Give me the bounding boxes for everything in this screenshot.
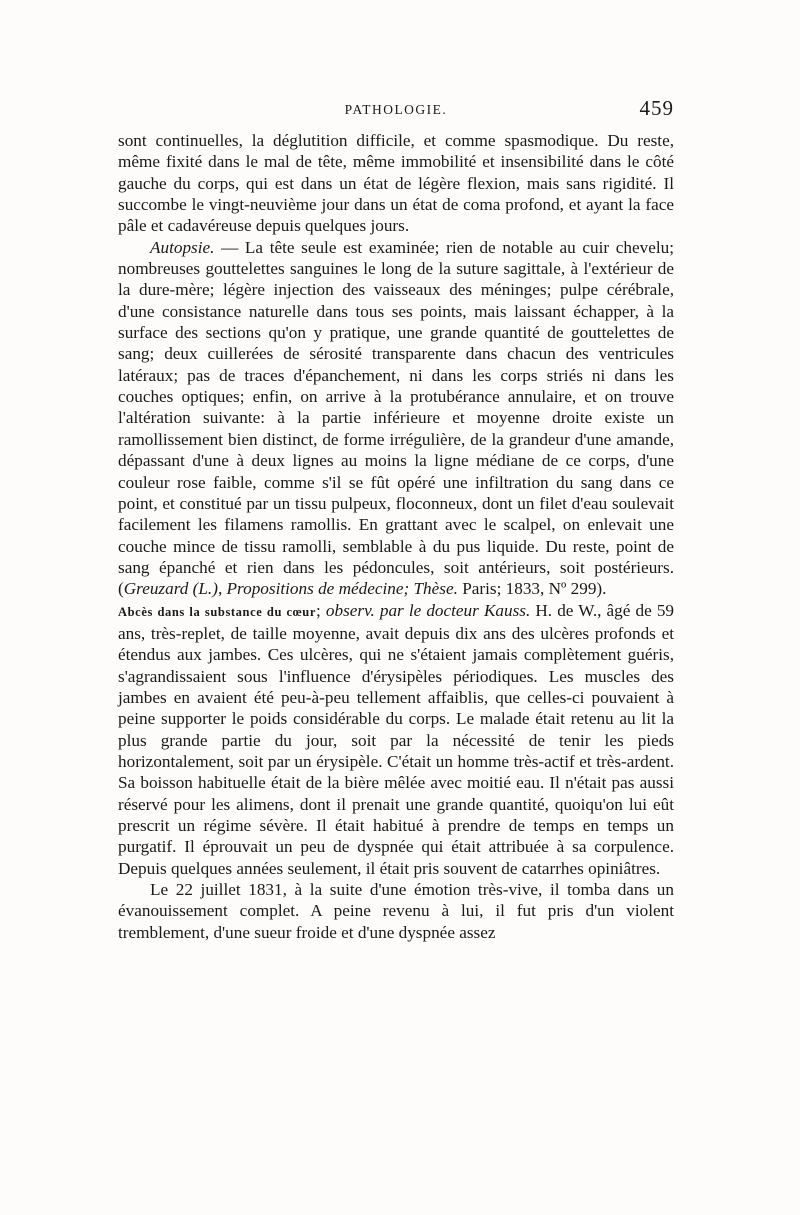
observation-credit: observ. par le docteur Kauss. (325, 600, 531, 620)
citation-separator: , (217, 579, 227, 599)
autopsie-text: — La tête seule est examinée; rien de notable au cuir chevelu; nombreuses gouttelettes sanguines le long de la suture sagittale, à l'extérieur de la dure-mère; légère injection des vaisseaux des méninges; pulpe cérébrale, d'une consistance naturelle dans tous ses points, mais laissant échapper, à la surface des sections qu'on y pratique, une grande quantité de gouttelettes de sang; deux cuillerées de sérosité transparente dans chacun des ventricules latéraux; pas de traces d'épanchement, ni dans les corps striés ni dans les couches optiques; enfin, on arrive à la protubérance annulaire, et on trouve l'altération suivante: à la partie inférieure et moyenne droite existe un ramollissement bien distinct, de forme irrégulière, de la grandeur d'une amande, dépassant d'une à deux lignes au moins la ligne médiane de ce corps, d'une couleur rose faible, comme s'il se fût opéré une infiltration du sang dans ce point, et constitué par un tissu pulpeux, floconneux, dont un filet d'eau soulevait facilement les filamens ramollis. En grattant avec le scalpel, on enlevait une couche mince de tissu ramolli, semblable à du pus liquide. Du reste, point de sang épanché et rien dans les pédoncules, soit antérieurs, soit postérieurs. ( (118, 237, 674, 599)
paragraph-abces (118, 600, 674, 879)
paragraph-juillet (118, 879, 674, 943)
page-number: 459 (639, 96, 674, 120)
paragraph-autopsie (118, 237, 674, 600)
juillet-text: Le 22 juillet 1831, à la suite d'une émotion très-vive, il tomba dans un évanouissement complet. A peine revenu à lui, il fut pris d'un violent tremblement, d'une sueur froide et d'une dyspnée assez (118, 880, 674, 942)
abces-text: H. de W., âgé de 59 ans, très-replet, de taille moyenne, avait depuis dix ans des ulcères profonds et étendus aux jambes. Ces ulcères, qui ne s'étaient jamais complètement guéris, s'agrandissaient sous l'influence d'érysipèles périodiques. Les muscles des jambes en avaient été peu-à-peu tellement affaiblis, que celles-ci pouvaient à peine supporter le poids considérable du corps. Le malade était retenu au lit la plus grande partie du jour, soit par la nécessité de tenir les pieds horizontalement, soit par un érysipèle. C'était un homme très-actif et très-ardent. Sa boisson habituelle était de la bière mêlée avec moitié eau. Il n'était pas aussi réservé pour les alimens, dont il prenait une grande quantité, quoiqu'on lui eût prescrit un régime sévère. Il était habitué à prendre de temps en temps un purgatif. Il éprouvait un peu de dyspnée qui était attribuée à sa corpulence. Depuis quelques années seulement, il était pris souvent de catarrhes opiniâtres. (118, 600, 675, 878)
citation-tail: Paris; 1833, Nº 299). (457, 579, 607, 599)
autopsie-heading: Autopsie. (150, 237, 215, 257)
citation-author: Greuzard (L.) (123, 579, 218, 599)
body-text (118, 130, 674, 943)
page-header (118, 96, 674, 126)
abces-heading-separator: ; (316, 600, 326, 620)
running-title: PATHOLOGIE. (344, 102, 448, 117)
paragraph-1-text: sont continuelles, la déglutition difficile, et comme spasmodique. Du reste, même fixité dans le mal de tête, même immobilité et insensibilité dans le côté gauche du corps, qui est dans un état de légère flexion, mais sans rigidité. Il succombe le vingt-neuvième jour dans un état de coma profond, et ayant la face pâle et cadavéreuse depuis quelques jours. (118, 131, 674, 236)
paragraph-1 (118, 130, 674, 237)
abces-heading: Abcès dans la substance du cœur (118, 604, 317, 619)
citation-title: Propositions de médecine; Thèse. (226, 579, 458, 599)
